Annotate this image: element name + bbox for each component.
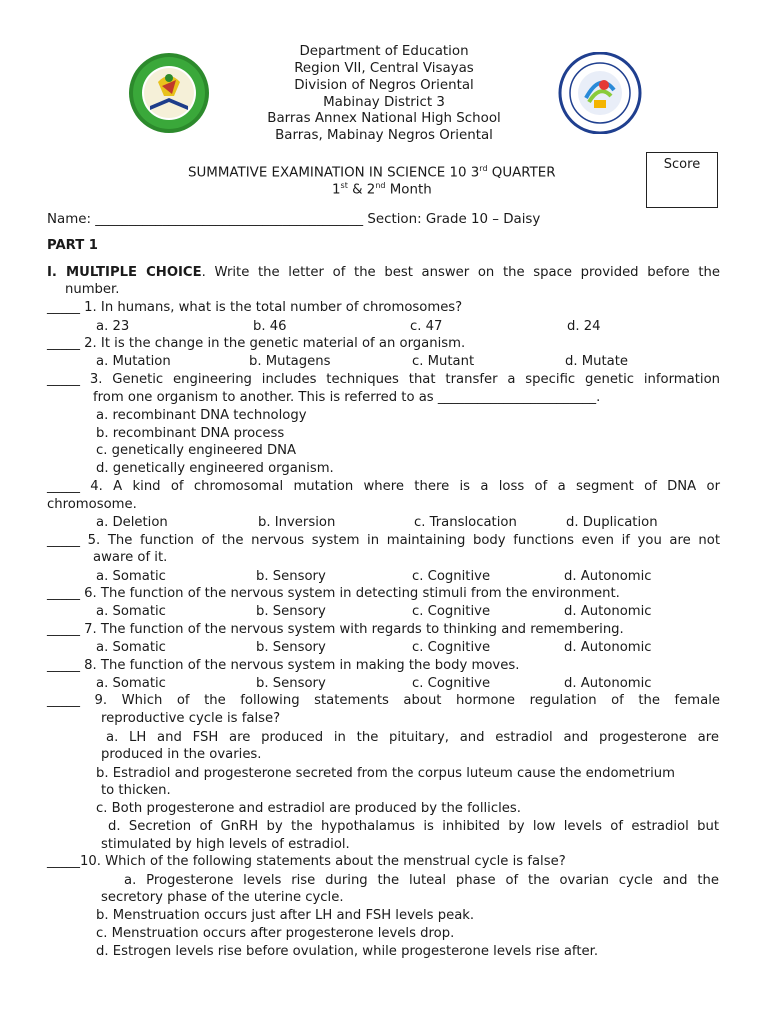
header-line-2: Region VII, Central Visayas [294, 61, 474, 76]
exam-title-tail: QUARTER [487, 165, 556, 181]
q2-choice-d: d. Mutate [565, 354, 629, 369]
q9-choice-d-1: d. Secretion of GnRH by the hypothalamus is inhibited by low levels of estradiol but [108, 819, 719, 834]
part-heading [47, 237, 98, 254]
q2-choice-c: c. Mutant [412, 354, 475, 369]
q5-choice-a: a. Somatic [96, 569, 166, 584]
instruction-cont: number. [65, 282, 120, 297]
part-label: PART 1 [47, 238, 98, 253]
q5-choice-d: d. Autonomic [564, 569, 652, 584]
q10-choice-d: d. Estrogen levels rise before ovulation, while progesterone levels rise after. [96, 944, 599, 959]
q6-choice-c: c. Cognitive [412, 604, 491, 619]
q3-choice-b: b. recombinant DNA process [96, 426, 285, 441]
q2-choice-a: a. Mutation [96, 354, 171, 369]
header-line-1: Department of Education [299, 44, 469, 59]
q6-choice-a: a. Somatic [96, 604, 166, 619]
month-a-sup: st [340, 181, 348, 190]
q8-choice-b: b. Sensory [256, 676, 326, 691]
q7-choice-b: b. Sensory [256, 640, 326, 655]
q2-stem: _____ 2. It is the change in the genetic material of an organism. [47, 336, 466, 351]
q9-stem-2: reproductive cycle is false? [101, 711, 281, 726]
month-mid: & 2 [347, 182, 376, 198]
q4-choice-c: c. Translocation [414, 515, 517, 530]
q1-choice-b: b. 46 [253, 319, 287, 334]
q1-choice-a: a. 23 [96, 319, 130, 334]
q7-choice-c: c. Cognitive [412, 640, 491, 655]
q10-choice-b: b. Menstruation occurs just after LH and FSH levels peak. [96, 908, 475, 923]
exam-title-main: SUMMATIVE EXAMINATION IN SCIENCE 10 3 [188, 165, 480, 181]
q9-choice-a-2: produced in the ovaries. [101, 747, 262, 762]
month-a: 1 [332, 182, 341, 198]
q3-stem-2: from one organism to another. This is referred to as ________________________. [93, 390, 601, 405]
exam-title-sup: rd [479, 164, 488, 173]
q2-choice-b: b. Mutagens [249, 354, 331, 369]
q6-stem: _____ 6. The function of the nervous system in detecting stimuli from the environment. [47, 586, 620, 601]
month-b-sup: nd [375, 181, 386, 190]
q9-choice-b-1: b. Estradiol and progesterone secreted from the corpus luteum cause the endometrium [96, 766, 675, 781]
q8-choice-c: c. Cognitive [412, 676, 491, 691]
q9-choice-a-1: a. LH and FSH are produced in the pituitary, and estradiol and progesterone are [106, 730, 719, 745]
q8-stem: _____ 8. The function of the nervous system in making the body moves. [47, 658, 520, 673]
month-tail: Month [385, 182, 432, 198]
header-line-3: Division of Negros Oriental [294, 78, 474, 93]
q8-choice-a: a. Somatic [96, 676, 166, 691]
q4-choice-b: b. Inversion [258, 515, 336, 530]
q10-choice-a-2: secretory phase of the uterine cycle. [101, 890, 344, 905]
q1-stem: _____ 1. In humans, what is the total number of chromosomes? [47, 300, 463, 315]
q5-stem-2: aware of it. [93, 550, 168, 565]
q3-choice-a: a. recombinant DNA technology [96, 408, 307, 423]
header-line-5: Barras Annex National High School [267, 111, 501, 126]
q10-choice-a-1: a. Progesterone levels rise during the luteal phase of the ovarian cycle and the [124, 873, 719, 888]
q8-choice-d: d. Autonomic [564, 676, 652, 691]
q3-choice-d: d. genetically engineered organism. [96, 461, 334, 476]
exam-month [332, 177, 432, 198]
q5-choice-c: c. Cognitive [412, 569, 491, 584]
q3-choice-c: c. genetically engineered DNA [96, 443, 297, 458]
q7-choice-d: d. Autonomic [564, 640, 652, 655]
q1-choice-d: d. 24 [567, 319, 601, 334]
q4-stem-2: chromosome. [47, 497, 137, 512]
instruction-line [47, 264, 720, 281]
q10-choice-c: c. Menstruation occurs after progesterone levels drop. [96, 926, 455, 941]
q9-choice-c-1: c. Both progesterone and estradiol are produced by the follicles. [96, 801, 521, 816]
q9-choice-b-2: to thicken. [101, 783, 171, 798]
deped-seal [556, 52, 644, 134]
q6-choice-b: b. Sensory [256, 604, 326, 619]
instruction-head: I. MULTIPLE CHOICE [47, 265, 202, 280]
instruction-text: . Write the letter of the best answer on the space provided before the [201, 265, 720, 280]
q7-stem: _____ 7. The function of the nervous system with regards to thinking and remembering. [47, 622, 624, 637]
q1-choice-c: c. 47 [410, 319, 443, 334]
name-section-line: Name: ________________________________________ Section: Grade 10 – Daisy [47, 212, 541, 227]
q3-stem-1: _____ 3. Genetic engineering includes techniques that transfer a specific genetic information [47, 372, 720, 387]
header-line-4: Mabinay District 3 [323, 95, 445, 110]
q5-choice-b: b. Sensory [256, 569, 326, 584]
q9-choice-d-2: stimulated by high levels of estradiol. [101, 837, 350, 852]
score-label: Score [663, 157, 701, 172]
q4-choice-d: d. Duplication [566, 515, 658, 530]
q9-stem-1: _____ 9. Which of the following statements about hormone regulation of the female [47, 693, 720, 708]
q5-stem-1: _____ 5. The function of the nervous system in maintaining body functions even if you are not [47, 533, 720, 548]
q4-stem-1: _____ 4. A kind of chromosomal mutation where there is a loss of a segment of DNA or [47, 479, 720, 494]
score-box[interactable] [646, 152, 718, 208]
header-line-6: Barras, Mabinay Negros Oriental [275, 128, 493, 143]
q4-choice-a: a. Deletion [96, 515, 168, 530]
q7-choice-a: a. Somatic [96, 640, 166, 655]
q10-stem: _____10. Which of the following statements about the menstrual cycle is false? [47, 854, 566, 869]
q6-choice-d: d. Autonomic [564, 604, 652, 619]
